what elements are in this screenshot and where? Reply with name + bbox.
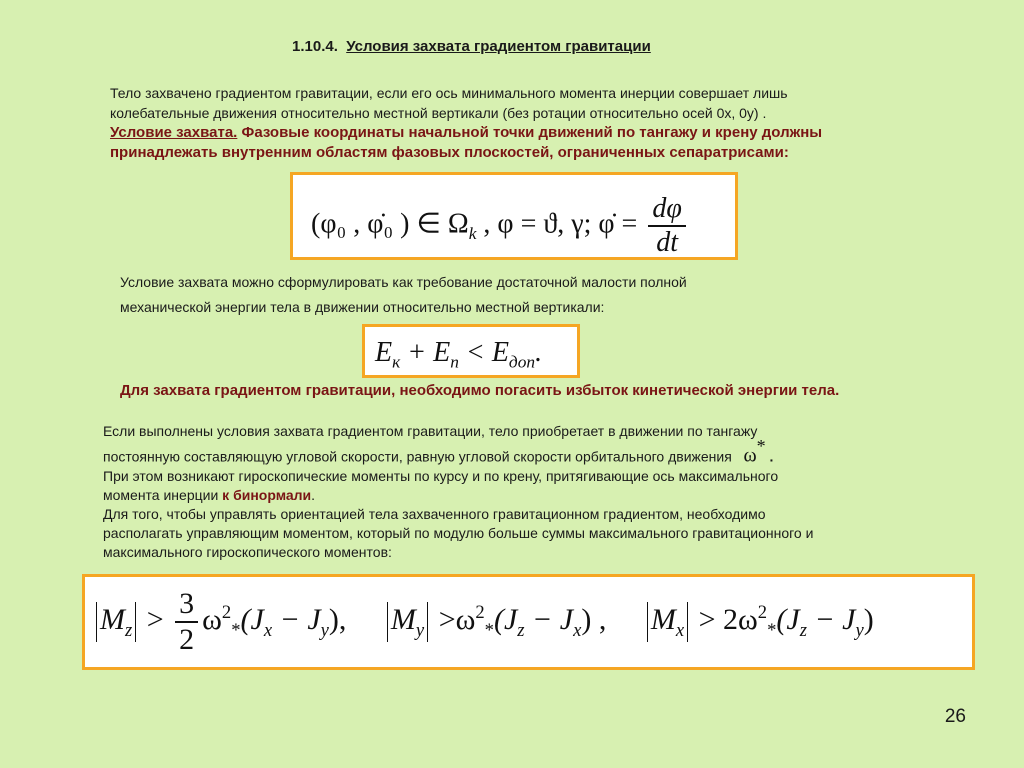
abs-bar: [687, 602, 688, 642]
inertia-expr: (J: [776, 602, 800, 636]
formula-energy: [375, 337, 542, 373]
inertia-minus: − J: [806, 602, 856, 636]
energy-line: механической энергии тела в движении относительно местной вертикали:: [120, 299, 605, 315]
inertia-sub: x: [573, 619, 582, 641]
moment-z: M: [100, 602, 125, 636]
formula-phase: [311, 193, 690, 259]
fraction-numerator: dφ: [648, 193, 686, 227]
abs-bar: [96, 602, 97, 642]
gyro-line: При этом возникают гироскопические моменты по курсу и по крену, притягивающие ось максимального: [103, 467, 779, 484]
capture-condition-text: Фазовые координаты начальной точки движений по тангажу и крену должны: [237, 124, 823, 141]
gt-sign: >: [139, 602, 164, 636]
omega-symbol: ω: [202, 602, 222, 636]
intro-line: колебательные движения относительно местной вертикали (без ротации относительно осей 0x, 0y) .: [110, 104, 767, 121]
inertia-minus: − J: [524, 602, 574, 636]
binormal-text: к бинормали: [222, 486, 312, 503]
omega-sub: *: [767, 619, 777, 641]
formula-phase-k: k: [468, 224, 477, 244]
omega-star: *: [756, 436, 766, 456]
capture-condition-line: принадлежать внутренним областям фазовых плоскостей, ограниченных сепаратрисами:: [110, 143, 789, 161]
gyro-line-text: постоянную составляющую угловой скорости, равную угловой скорости орбитального движения: [103, 448, 732, 465]
energy-plus: + E: [400, 337, 451, 368]
gt-two-omega: > 2ω: [691, 602, 758, 636]
abs-bar: [647, 602, 648, 642]
section-number: 1.10.4.: [292, 38, 338, 55]
gyro-line: [103, 486, 983, 505]
inertia-sub: z: [799, 619, 807, 641]
expr-close: ) ,: [581, 602, 607, 636]
omega-sup: 2: [757, 601, 768, 623]
abs-bar: [387, 602, 388, 642]
derivative-fraction: [648, 193, 686, 259]
energy-paragraph: [120, 270, 860, 320]
formula-phase-part1: (φ₀ , φ̇₀ ) ∈ Ω: [311, 208, 469, 240]
energy-lt: < E: [458, 337, 509, 368]
formula-box-phase: [290, 172, 738, 260]
inertia-sub: x: [263, 619, 273, 641]
gyro-line: располагать управляющим моментом, который по модулю больше суммы максимального гравитационного и: [103, 524, 814, 541]
inertia-expr: (J: [240, 602, 264, 636]
intro-paragraph: [110, 84, 950, 162]
expr-close: ),: [328, 602, 347, 636]
gt-omega: >ω: [431, 602, 476, 636]
kinetic-sub: к: [392, 352, 401, 372]
inertia-sub: z: [517, 619, 525, 641]
omega-end: .: [765, 448, 774, 465]
moment-y-sub: y: [415, 619, 425, 641]
omega-sup: 2: [475, 601, 485, 623]
section-title-text: Условия захвата градиентом гравитации: [346, 38, 651, 55]
gyro-line: Если выполнены условия захвата градиентом гравитации, тело приобретает в движении по тангажу: [103, 423, 758, 439]
abs-bar: [427, 602, 428, 642]
allowed-sub: доп: [508, 352, 536, 372]
inertia-sub: y: [320, 619, 329, 641]
omega-sub: *: [231, 619, 241, 641]
inertia-minus: − J: [272, 602, 321, 636]
expr-close: ): [863, 602, 874, 636]
gyro-line-text: момента инерции: [103, 486, 223, 503]
fraction-denominator: 2: [179, 623, 195, 656]
omega-symbol: ω: [743, 444, 757, 467]
potential-sub: п: [450, 352, 459, 372]
capture-condition-label: Условие захвата.: [110, 124, 238, 141]
intro-line: Тело захвачено градиентом гравитации, если его ось минимального момента инерции совершает лишь: [110, 85, 788, 101]
energy-line: Условие захвата можно сформулировать как требование достаточной малости полной: [120, 274, 687, 290]
formula-box-moments: [82, 574, 975, 670]
gyro-line: максимального гироскопического моментов:: [103, 543, 392, 560]
bold-statement: Для захвата градиентом гравитации, необходимо погасить избыток кинетической энергии тела.: [120, 382, 840, 399]
omega-sup: 2: [221, 601, 232, 623]
inertia-expr: (J: [493, 602, 518, 636]
fraction-numerator: 3: [175, 587, 198, 623]
fraction-denominator: dt: [656, 227, 678, 258]
energy-end: .: [535, 337, 543, 368]
formula-box-energy: [362, 324, 580, 378]
section-title: [292, 38, 651, 55]
formula-phase-part2: , φ = ϑ, γ; φ̇ =: [476, 208, 638, 240]
gyro-line-end: .: [311, 486, 316, 503]
formula-moments: [93, 587, 874, 657]
three-halves-fraction: [175, 587, 198, 657]
page-number: 26: [944, 706, 966, 727]
abs-bar: [135, 602, 136, 642]
capture-condition-line: [110, 123, 950, 143]
moment-y: M: [390, 602, 416, 636]
moment-x-sub: x: [675, 619, 685, 641]
gyro-paragraph: [103, 422, 983, 562]
moment-z-sub: z: [125, 619, 133, 641]
moment-x: M: [650, 602, 676, 636]
gyro-line: Для того, чтобы управлять ориентацией тела захваченного гравитационном градиентом, необходимо: [103, 505, 766, 522]
gyro-line: [103, 436, 983, 467]
inertia-sub: y: [855, 619, 864, 641]
energy-symbol: E: [375, 337, 393, 368]
omega-sub: *: [484, 619, 494, 641]
